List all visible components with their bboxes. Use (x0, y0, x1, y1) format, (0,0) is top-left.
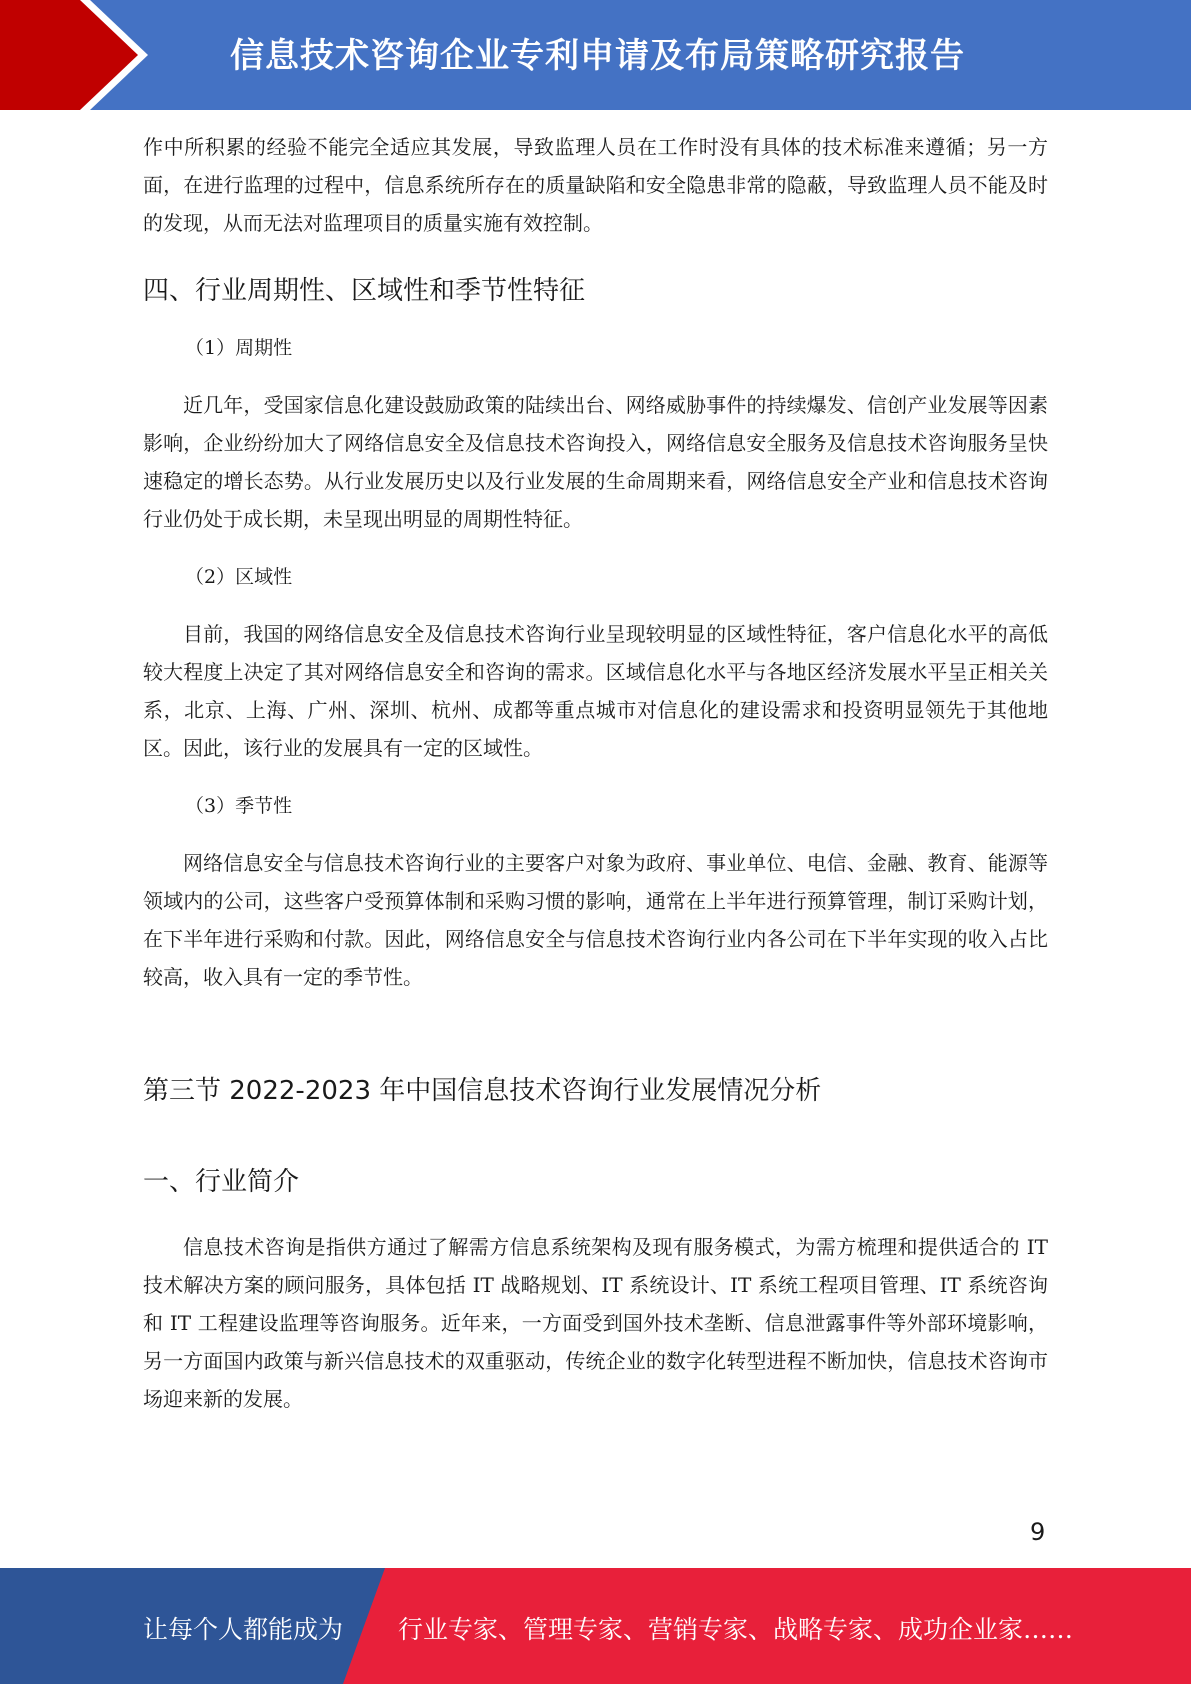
header-red-chevron (0, 0, 138, 110)
paragraph-regional: 目前，我国的网络信息安全及信息技术咨询行业呈现较明显的区域性特征，客户信息化水平的高低较大程度上决定了其对网络信息安全和咨询的需求。区域信息化水平与各地区经济发展水平呈正相关关系，北京、上海、广州、深圳、杭州、成都等重点城市对信息化的建设需求和投资明显领先于其他地区。因此，该行业的发展具有一定的区域性。 (143, 622, 1048, 760)
page-body (143, 128, 1048, 1418)
section-heading-four: 四、行业周期性、区域性和季节性特征 (143, 276, 586, 306)
subheading-cyclical: （1）周期性 (185, 337, 293, 359)
paragraph-intro-industry: 信息技术咨询是指供方通过了解需方信息系统架构及现有服务模式，为需方梳理和提供适合的 IT 技术解决方案的顾问服务，具体包括 IT 战略规划、IT 系统设计、IT 系统工程项目管理、IT 系统咨询和 IT 工程建设监理等咨询服务。近年来，一方面受到国外技术垄断、信息泄露事件等外部环境影响，另一方面国内政策与新兴信息技术的双重驱动，传统企业的数字化转型进程不断加快，信息技术咨询市场迎来新的发展。 (143, 1235, 1048, 1411)
report-title: 信息技术咨询企业专利申请及布局策略研究报告 (230, 36, 965, 76)
page-footer (0, 1568, 1191, 1684)
page-header (0, 0, 1191, 110)
paragraph-seasonal: 网络信息安全与信息技术咨询行业的主要客户对象为政府、事业单位、电信、金融、教育、能源等领域内的公司，这些客户受预算体制和采购习惯的影响，通常在上半年进行预算管理，制订采购计划，在下半年进行采购和付款。因此，网络信息安全与信息技术咨询行业内各公司在下半年实现的收入占比较高，收入具有一定的季节性。 (143, 851, 1048, 989)
page-number: 9 (1030, 1518, 1046, 1546)
subheading-seasonal: （3）季节性 (185, 795, 293, 817)
section-heading-one: 一、行业简介 (143, 1167, 300, 1197)
paragraph-cyclical: 近几年，受国家信息化建设鼓励政策的陆续出台、网络威胁事件的持续爆发、信创产业发展等因素影响，企业纷纷加大了网络信息安全及信息技术咨询投入，网络信息安全服务及信息技术咨询服务呈快速稳定的增长态势。从行业发展历史以及行业发展的生命周期来看，网络信息安全产业和信息技术咨询行业仍处于成长期，未呈现出明显的周期性特征。 (143, 393, 1048, 531)
section-three-heading: 第三节 2022-2023 年中国信息技术咨询行业发展情况分析 (143, 1076, 822, 1106)
footer-slogan-left: 让每个人都能成为 (143, 1615, 344, 1644)
intro-paragraph: 作中所积累的经验不能完全适应其发展，导致监理人员在工作时没有具体的技术标准来遵循；另一方面，在进行监理的过程中，信息系统所存在的质量缺陷和安全隐患非常的隐蔽，导致监理人员不能及时的发现，从而无法对监理项目的质量实施有效控制。 (143, 135, 1048, 235)
footer-slogan-right: 行业专家、管理专家、营销专家、战略专家、成功企业家…… (398, 1615, 1074, 1644)
subheading-regional: （2）区域性 (185, 566, 293, 588)
